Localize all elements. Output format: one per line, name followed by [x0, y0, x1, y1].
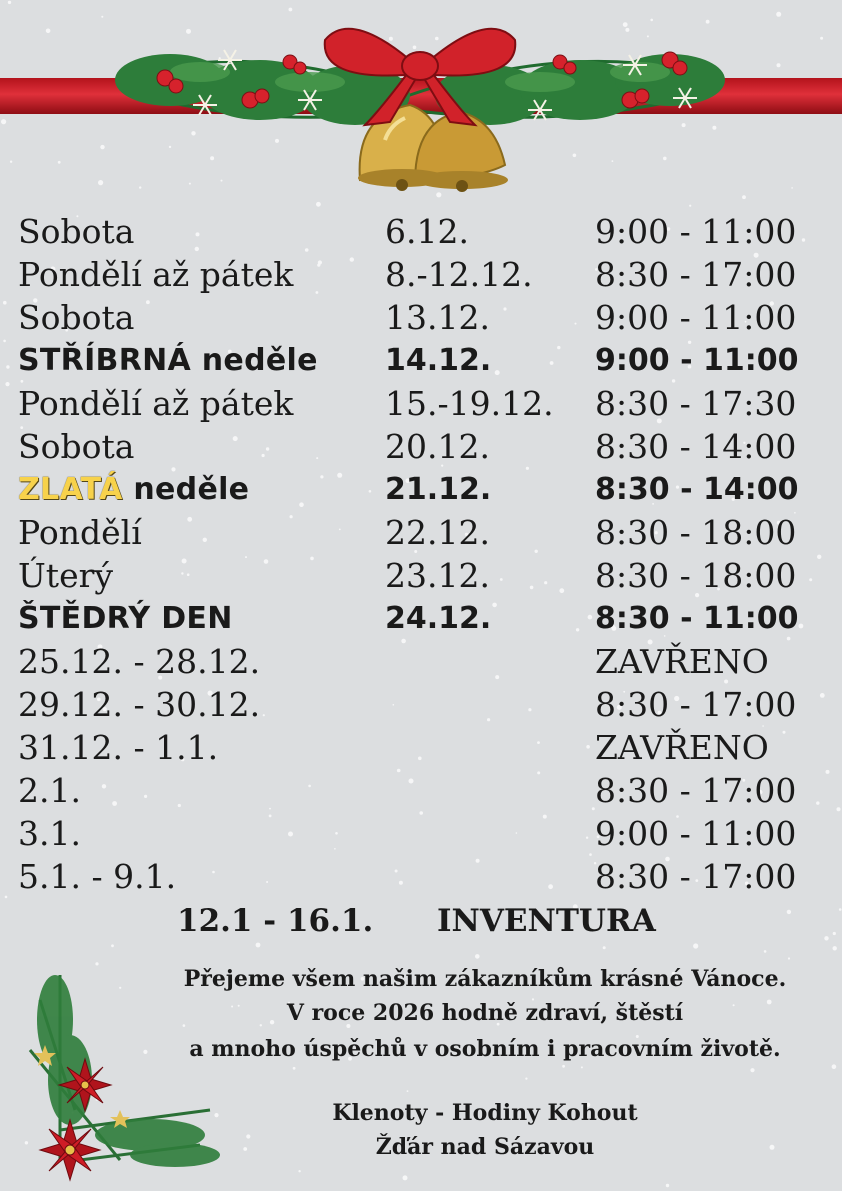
day-label: Pondělí až pátek: [18, 255, 294, 294]
schedule-row: [18, 726, 838, 769]
day-label: Sobota: [18, 298, 135, 337]
inventory-notice: [0, 897, 842, 945]
day-label: [18, 468, 249, 511]
hours-label: 8:30 - 11:00: [595, 601, 799, 636]
schedule-row: [18, 210, 838, 253]
date-label: 22.12.: [385, 513, 490, 552]
day-label: Sobota: [18, 212, 135, 251]
hours-label: 8:30 - 17:00: [595, 857, 797, 896]
day-label: ŠTĚDRÝ DEN: [18, 601, 233, 636]
greeting-line-3: a mnoho úspěchů v osobním i pracovním životě.: [189, 1036, 781, 1062]
day-label: Sobota: [18, 427, 135, 466]
day-label: 25.12. - 28.12.: [18, 642, 261, 681]
snow-dot: [776, 12, 781, 17]
shop-name: Klenoty - Hodiny Kohout: [332, 1100, 638, 1126]
schedule-row-highlight: [18, 339, 838, 382]
snow-dot: [764, 950, 767, 953]
hours-label: 9:00 - 11:00: [595, 343, 799, 378]
snow-dot: [46, 29, 51, 34]
inventory-dates: 12.1 - 16.1.: [177, 903, 374, 939]
hours-label: 8:30 - 18:00: [595, 556, 797, 595]
greeting-line-2: V roce 2026 hodně zdraví, štěstí: [286, 1000, 684, 1026]
hours-label: 8:30 - 17:00: [595, 685, 797, 724]
hours-label: 8:30 - 14:00: [595, 427, 797, 466]
schedule-row: [18, 253, 838, 296]
greeting-line-1: Přejeme všem našim zákazníkům krásné Vánoce.: [183, 966, 787, 992]
shop-city: Žďár nad Sázavou: [375, 1134, 595, 1160]
snow-dot: [581, 1066, 583, 1068]
snow-dot: [788, 957, 790, 959]
snow-dot: [100, 145, 104, 149]
day-label: STŘÍBRNÁ neděle: [18, 343, 318, 378]
snow-dot: [5, 382, 9, 386]
snow-dot: [791, 187, 793, 189]
schedule-row: [18, 640, 838, 683]
snow-dot: [3, 301, 7, 305]
day-label: Pondělí až pátek: [18, 384, 294, 423]
snow-dot: [750, 1068, 754, 1072]
schedule-row: [18, 554, 838, 597]
hours-label: 9:00 - 11:00: [595, 212, 797, 251]
hours-label: 8:30 - 17:00: [595, 255, 797, 294]
day-label: Pondělí: [18, 513, 142, 552]
snow-dot: [6, 365, 9, 368]
hours-label: 9:00 - 11:00: [595, 814, 797, 853]
schedule-row: [18, 511, 838, 554]
snow-dot: [293, 1067, 296, 1070]
day-label-rest: neděle: [122, 472, 250, 507]
snow-dot: [833, 946, 837, 950]
day-label: Úterý: [18, 556, 114, 595]
snow-dot: [742, 195, 746, 199]
snow-dot: [603, 946, 606, 949]
hours-label: 8:30 - 17:00: [595, 771, 797, 810]
date-label: 23.12.: [385, 556, 490, 595]
schedule-row: [18, 855, 838, 898]
day-label: 31.12. - 1.1.: [18, 728, 219, 767]
schedule-row: [18, 769, 838, 812]
date-label: 15.-19.12.: [385, 384, 554, 423]
date-label: 21.12.: [385, 472, 492, 507]
schedule-row: [18, 425, 838, 468]
snow-dot: [777, 63, 781, 67]
snow-dot: [525, 1078, 527, 1080]
snow-dot: [475, 954, 480, 959]
schedule-row: [18, 683, 838, 726]
hours-label: ZAVŘENO: [595, 728, 769, 767]
snow-dot: [666, 1184, 669, 1187]
snow-dot: [689, 205, 691, 207]
snow-dot: [407, 1090, 409, 1092]
christmas-garland: [110, 0, 730, 200]
day-label: 5.1. - 9.1.: [18, 857, 177, 896]
date-label: 20.12.: [385, 427, 490, 466]
snow-dot: [10, 161, 12, 163]
day-label: 3.1.: [18, 814, 81, 853]
snow-dot: [3, 340, 6, 343]
schedule-row: [18, 296, 838, 339]
schedule-row-highlight: [18, 597, 838, 640]
snow-dot: [8, 1, 11, 4]
schedule-row-highlight: [18, 468, 838, 511]
date-label: 8.-12.12.: [385, 255, 533, 294]
date-label: 24.12.: [385, 601, 492, 636]
date-label: 6.12.: [385, 212, 469, 251]
gold-word: ZLATÁ: [18, 472, 123, 507]
inventory-label: INVENTURA: [437, 903, 656, 939]
snow-dot: [298, 1170, 300, 1172]
hours-label: 8:30 - 17:30: [595, 384, 797, 423]
poinsettia-corner: [0, 960, 240, 1191]
date-label: 14.12.: [385, 343, 492, 378]
snow-dot: [101, 16, 103, 18]
schedule-row: [18, 812, 838, 855]
snow-dot: [58, 161, 61, 164]
hours-label: 9:00 - 11:00: [595, 298, 797, 337]
holiday-opening-hours: [18, 210, 838, 898]
snow-dot: [820, 37, 823, 40]
schedule-row: [18, 382, 838, 425]
snow-dot: [403, 1175, 408, 1180]
hours-label: 8:30 - 14:00: [595, 472, 799, 507]
hours-label: ZAVŘENO: [595, 642, 769, 681]
date-label: 13.12.: [385, 298, 490, 337]
snow-dot: [1, 119, 6, 124]
snow-dot: [98, 180, 103, 185]
snow-dot: [316, 202, 321, 207]
day-label: 29.12. - 30.12.: [18, 685, 261, 724]
day-label: 2.1.: [18, 771, 81, 810]
hours-label: 8:30 - 18:00: [595, 513, 797, 552]
